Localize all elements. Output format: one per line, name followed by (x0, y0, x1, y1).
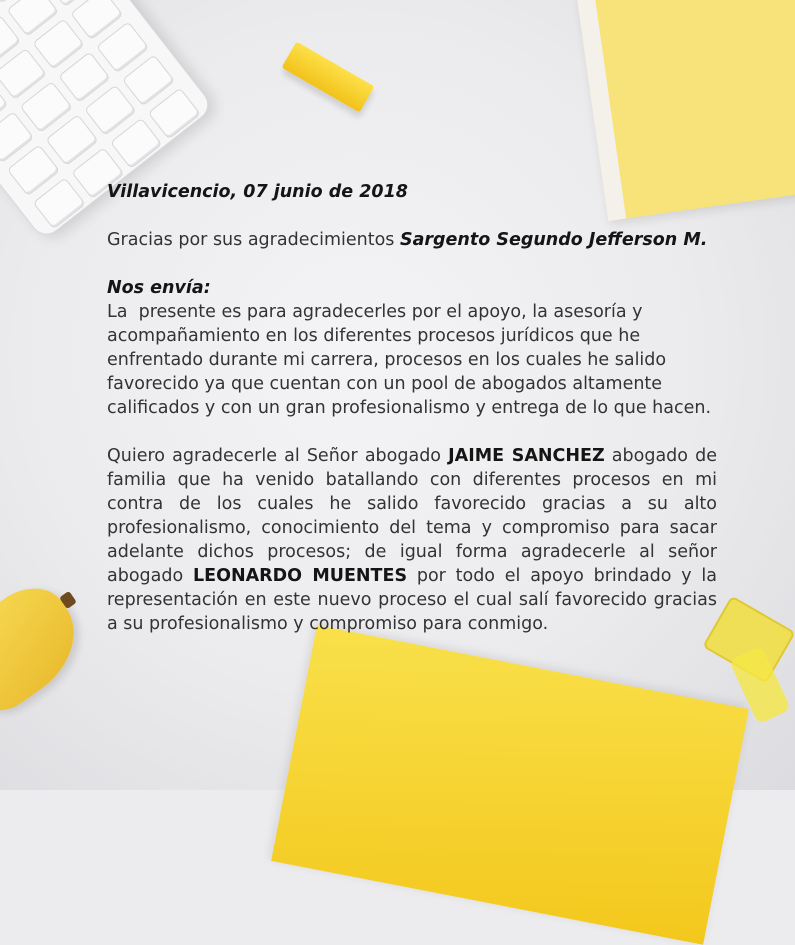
p2-text-2: abogado de familia que ha venido batallando con diferentes procesos en mi contra de los cuales he salido favorecido gracias a su alto profesionalismo, conocimiento del tema y compromiso para sacar adelante dichos procesos; de igual forma agradecerle al señor abogado (107, 446, 717, 586)
lawyer-name-1: JAIME SANCHEZ (448, 446, 605, 466)
p2-text-3: por todo el apoyo brindado y la representación en este nuevo proceso el cual salí favorecido gracias a su profesionalismo y compromiso para conmigo. (107, 566, 717, 634)
p2-text-1: Quiero agradecerle al Señor abogado (107, 446, 449, 466)
letter (107, 180, 717, 636)
letter-date: Villavicencio, 07 junio de 2018 (107, 182, 408, 202)
paragraph-2 (107, 444, 717, 636)
lawyer-name-2: LEONARDO MUENTES (192, 566, 408, 586)
thanks-line (107, 228, 717, 252)
paragraph-1: La presente es para agradecerles por el apoyo, la asesoría y acompañamiento en los diferentes procesos jurídicos que he enfrentado durante mi carrera, procesos en los cuales he salido favorecido ya que cuentan con un pool de abogados altamente calificados y con un gran profesionalismo y entrega de lo que hacen. (107, 302, 712, 418)
letter-heading: Nos envía: (107, 278, 211, 298)
spacer (107, 204, 717, 228)
spacer (107, 252, 717, 276)
thanks-name: Sargento Segundo Jefferson M. (399, 230, 708, 250)
spacer (107, 420, 717, 444)
thanks-prefix: Gracias por sus agradecimientos (107, 230, 400, 250)
